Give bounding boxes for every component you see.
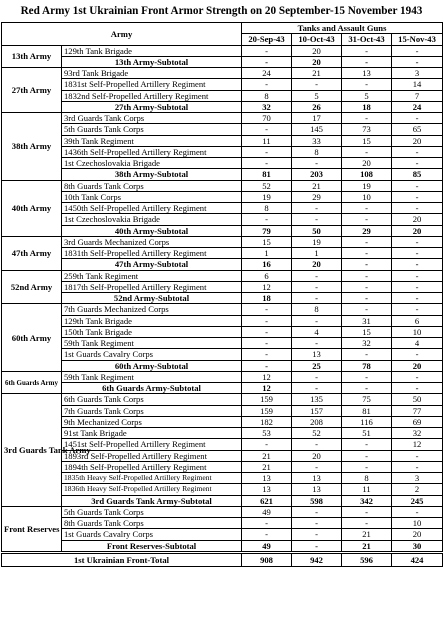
strength-value: 17 (292, 113, 342, 124)
strength-value: 6 (242, 270, 292, 281)
unit-row (2, 203, 443, 214)
subtotal-label: Front Reserves-Subtotal (62, 540, 242, 552)
unit-row (2, 484, 443, 495)
subtotal-label: 13th Army-Subtotal (62, 56, 242, 67)
unit-name: 59th Tank Regiment (62, 338, 242, 349)
strength-value: - (292, 338, 342, 349)
strength-value: 50 (392, 394, 443, 405)
army-name: 47th Army (2, 236, 62, 270)
strength-value: 13 (342, 68, 392, 79)
unit-name: 129th Tank Brigade (62, 45, 242, 56)
unit-name: 1831th Self-Propelled Artillery Regiment (62, 248, 242, 259)
unit-name: 1450th Self-Propelled Artillery Regiment (62, 203, 242, 214)
strength-value: 20 (292, 450, 342, 461)
unit-row (2, 506, 443, 517)
unit-name: 3rd Guards Mechanized Corps (62, 236, 242, 247)
strength-value: 31 (342, 315, 392, 326)
strength-value: 13 (292, 473, 342, 484)
subtotal-value: 18 (242, 293, 292, 304)
strength-value: 32 (342, 338, 392, 349)
total-value: 942 (292, 552, 342, 566)
subtotal-value: - (342, 293, 392, 304)
strength-value: 53 (242, 428, 292, 439)
unit-row (2, 439, 443, 450)
strength-value: 29 (292, 191, 342, 202)
subtotal-value: - (242, 360, 292, 371)
total-value: 908 (242, 552, 292, 566)
strength-value: - (392, 203, 443, 214)
strength-value: 13 (242, 473, 292, 484)
strength-value: 8 (342, 473, 392, 484)
strength-value: - (392, 113, 443, 124)
strength-value: - (392, 450, 443, 461)
unit-name: 259th Tank Regiment (62, 270, 242, 281)
strength-value: - (342, 248, 392, 259)
unit-row (2, 281, 443, 292)
unit-name: 8th Guards Tank Corps (62, 518, 242, 529)
strength-value: 20 (392, 214, 443, 225)
strength-value: - (342, 203, 392, 214)
page-title: Red Army 1st Ukrainian Front Armor Strength on 20 September-15 November 1943 (20, 5, 423, 17)
strength-value: 13 (292, 349, 342, 360)
subtotal-label: 40th Army-Subtotal (62, 225, 242, 236)
strength-value: - (292, 158, 342, 169)
unit-row (2, 146, 443, 157)
subtotal-value: 78 (342, 360, 392, 371)
subtotal-row (2, 56, 443, 67)
subtotal-value: - (342, 383, 392, 394)
strength-value: 2 (392, 484, 443, 495)
strength-value: - (392, 349, 443, 360)
subtotal-row (2, 259, 443, 270)
strength-value: - (292, 315, 342, 326)
strength-value: 157 (292, 405, 342, 416)
strength-value: 11 (242, 135, 292, 146)
unit-name: 93rd Tank Brigade (62, 68, 242, 79)
unit-name: 1st Czechoslovakia Brigade (62, 214, 242, 225)
unit-row (2, 428, 443, 439)
strength-value: - (242, 338, 292, 349)
army-name: 13th Army (2, 45, 62, 68)
unit-name: 91st Tank Brigade (62, 428, 242, 439)
unit-row (2, 90, 443, 101)
unit-name: 1893rd Self-Propelled Artillery Regiment (62, 450, 242, 461)
strength-value: 14 (392, 79, 443, 90)
tanks-group-header: Tanks and Assault Guns (242, 23, 443, 34)
strength-value: - (242, 529, 292, 540)
subtotal-value: - (342, 259, 392, 270)
strength-value: - (392, 270, 443, 281)
strength-value: - (242, 158, 292, 169)
strength-value: 20 (342, 158, 392, 169)
subtotal-label: 6th Guards Army-Subtotal (62, 383, 242, 394)
strength-value: - (242, 326, 292, 337)
strength-value: 13 (242, 484, 292, 495)
header-row-1 (2, 23, 443, 34)
unit-name: 9th Mechanized Corps (62, 416, 242, 427)
strength-value: - (342, 439, 392, 450)
strength-value: - (392, 248, 443, 259)
subtotal-row (2, 383, 443, 394)
unit-name: 1436th Self-Propelled Artillery Regiment (62, 146, 242, 157)
subtotal-row (2, 495, 443, 506)
strength-value: - (342, 461, 392, 472)
strength-value: 15 (242, 236, 292, 247)
unit-row (2, 461, 443, 472)
subtotal-label: 52nd Army-Subtotal (62, 293, 242, 304)
strength-value: - (392, 146, 443, 157)
subtotal-value: 16 (242, 259, 292, 270)
strength-value: - (392, 304, 443, 315)
unit-row (2, 113, 443, 124)
unit-row (2, 124, 443, 135)
strength-value: - (342, 79, 392, 90)
strength-value: 6 (392, 315, 443, 326)
unit-row (2, 68, 443, 79)
strength-value: 182 (242, 416, 292, 427)
unit-name: 129th Tank Brigade (62, 315, 242, 326)
strength-value: 21 (242, 461, 292, 472)
strength-value: 15 (342, 326, 392, 337)
strength-value: - (292, 518, 342, 529)
unit-name: 1835th Heavy Self-Propelled Artillery Regiment (62, 473, 242, 484)
subtotal-value: - (392, 56, 443, 67)
subtotal-value: 24 (392, 101, 443, 112)
strength-value: 12 (242, 281, 292, 292)
strength-value: - (392, 180, 443, 191)
strength-value: - (342, 371, 392, 382)
army-name: 27th Army (2, 68, 62, 113)
unit-name: 1894th Self-Propelled Artillery Regiment (62, 461, 242, 472)
total-row (2, 552, 443, 566)
subtotal-value: 21 (342, 540, 392, 552)
army-name: 60th Army (2, 304, 62, 372)
subtotal-value: 25 (292, 360, 342, 371)
strength-value: 8 (242, 90, 292, 101)
strength-value: 20 (392, 529, 443, 540)
strength-value: - (292, 203, 342, 214)
unit-row (2, 416, 443, 427)
strength-value: 4 (392, 338, 443, 349)
unit-name: 150th Tank Brigade (62, 326, 242, 337)
strength-value: 5 (342, 90, 392, 101)
unit-row (2, 349, 443, 360)
strength-value: - (242, 439, 292, 450)
strength-value: 15 (342, 135, 392, 146)
strength-value: - (342, 236, 392, 247)
strength-value: 12 (392, 439, 443, 450)
subtotal-value: 50 (292, 225, 342, 236)
subtotal-value: - (392, 383, 443, 394)
subtotal-value: 20 (292, 56, 342, 67)
strength-value: - (292, 214, 342, 225)
strength-value: - (242, 349, 292, 360)
strength-value: - (342, 506, 392, 517)
subtotal-value: 30 (392, 540, 443, 552)
unit-name: 3rd Guards Tank Corps (62, 113, 242, 124)
subtotal-label: 47th Army-Subtotal (62, 259, 242, 270)
strength-value: - (242, 214, 292, 225)
strength-value: - (392, 506, 443, 517)
strength-value: 33 (292, 135, 342, 146)
subtotal-row (2, 225, 443, 236)
subtotal-row (2, 169, 443, 180)
strength-value: 69 (392, 416, 443, 427)
unit-name: 1817th Self-Propelled Artillery Regiment (62, 281, 242, 292)
subtotal-value: - (292, 293, 342, 304)
subtotal-value: - (392, 259, 443, 270)
unit-row (2, 338, 443, 349)
subtotal-value: 85 (392, 169, 443, 180)
subtotal-value: 20 (392, 360, 443, 371)
unit-name: 7th Guards Tank Corps (62, 405, 242, 416)
date-column-header: 15-Nov-43 (392, 34, 443, 45)
strength-value: - (242, 45, 292, 56)
strength-value: - (292, 79, 342, 90)
strength-value: - (292, 371, 342, 382)
unit-row (2, 270, 443, 281)
subtotal-value: 18 (342, 101, 392, 112)
army-name: 38th Army (2, 113, 62, 181)
unit-row (2, 371, 443, 382)
strength-value: 19 (292, 236, 342, 247)
subtotal-value: - (292, 540, 342, 552)
subtotal-value: 621 (242, 495, 292, 506)
unit-name: 5th Guards Tank Corps (62, 124, 242, 135)
subtotal-value: 20 (292, 259, 342, 270)
army-name: 3rd Guards Tank Army (2, 394, 62, 507)
strength-value: 21 (342, 529, 392, 540)
strength-value: - (392, 371, 443, 382)
subtotal-value: 12 (242, 383, 292, 394)
strength-value: 73 (342, 124, 392, 135)
strength-value: - (342, 113, 392, 124)
strength-value: - (242, 146, 292, 157)
army-name: 6th Guards Army (2, 371, 62, 394)
unit-row (2, 394, 443, 405)
strength-value: 65 (392, 124, 443, 135)
unit-row (2, 135, 443, 146)
unit-name: 1836th Heavy Self-Propelled Artillery Regiment (62, 484, 242, 495)
strength-value: 159 (242, 394, 292, 405)
strength-value: - (342, 518, 392, 529)
strength-value: 21 (292, 68, 342, 79)
unit-name: 1832nd Self-Propelled Artillery Regiment (62, 90, 242, 101)
strength-value: - (342, 450, 392, 461)
strength-value: 21 (242, 450, 292, 461)
strength-value: 19 (242, 191, 292, 202)
strength-value: - (292, 439, 342, 450)
strength-value: 24 (242, 68, 292, 79)
unit-name: 5th Guards Tank Corps (62, 506, 242, 517)
subtotal-value: 203 (292, 169, 342, 180)
strength-value: - (342, 270, 392, 281)
unit-row (2, 304, 443, 315)
unit-name: 39th Tank Regiment (62, 135, 242, 146)
unit-row (2, 315, 443, 326)
strength-value: 3 (392, 68, 443, 79)
unit-name: 7th Guards Mechanized Corps (62, 304, 242, 315)
strength-value: - (392, 45, 443, 56)
strength-value: 10 (342, 191, 392, 202)
unit-row (2, 191, 443, 202)
strength-value: - (392, 461, 443, 472)
strength-value: - (342, 45, 392, 56)
strength-value: 159 (242, 405, 292, 416)
strength-value: 13 (292, 484, 342, 495)
strength-value: 8 (242, 203, 292, 214)
strength-value: 4 (292, 326, 342, 337)
subtotal-value: 342 (342, 495, 392, 506)
strength-value: 145 (292, 124, 342, 135)
strength-value: - (342, 146, 392, 157)
army-column-header: Army (2, 23, 242, 46)
strength-value: 49 (242, 506, 292, 517)
unit-name: 59th Tank Regiment (62, 371, 242, 382)
unit-row (2, 405, 443, 416)
subtotal-row (2, 540, 443, 552)
army-name: 40th Army (2, 180, 62, 236)
strength-value: 20 (392, 135, 443, 146)
strength-value: 77 (392, 405, 443, 416)
strength-value: 3 (392, 473, 443, 484)
strength-value: - (392, 191, 443, 202)
strength-value: 116 (342, 416, 392, 427)
strength-value: - (392, 158, 443, 169)
strength-value: - (342, 281, 392, 292)
strength-value: - (292, 461, 342, 472)
subtotal-value: 49 (242, 540, 292, 552)
unit-name: 1831st Self-Propelled Artillery Regiment (62, 79, 242, 90)
strength-value: - (392, 236, 443, 247)
subtotal-label: 3rd Guards Tank Army-Subtotal (62, 495, 242, 506)
strength-value: - (292, 506, 342, 517)
subtotal-value: 29 (342, 225, 392, 236)
total-label: 1st Ukrainian Front-Total (2, 552, 242, 566)
subtotal-value: - (292, 383, 342, 394)
armor-strength-table (1, 22, 443, 567)
strength-value: 32 (392, 428, 443, 439)
strength-value: 5 (292, 90, 342, 101)
total-value: 596 (342, 552, 392, 566)
strength-value: 75 (342, 394, 392, 405)
unit-name: 1st Czechoslovakia Brigade (62, 158, 242, 169)
strength-value: 10 (392, 518, 443, 529)
total-value: 424 (392, 552, 443, 566)
date-column-header: 31-Oct-43 (342, 34, 392, 45)
strength-value: 11 (342, 484, 392, 495)
unit-row (2, 214, 443, 225)
unit-row (2, 158, 443, 169)
strength-value: - (242, 315, 292, 326)
strength-value: - (342, 214, 392, 225)
unit-row (2, 79, 443, 90)
subtotal-value: - (242, 56, 292, 67)
strength-value: 8 (292, 146, 342, 157)
unit-row (2, 529, 443, 540)
strength-value: - (242, 124, 292, 135)
strength-value: 1 (292, 248, 342, 259)
strength-value: 208 (292, 416, 342, 427)
strength-value: - (392, 281, 443, 292)
strength-value: 8 (292, 304, 342, 315)
subtotal-value: 26 (292, 101, 342, 112)
subtotal-row (2, 360, 443, 371)
army-name: 52nd Army (2, 270, 62, 304)
subtotal-value: 79 (242, 225, 292, 236)
strength-value: - (292, 281, 342, 292)
unit-name: 1451st Self-Propelled Artillery Regiment (62, 439, 242, 450)
strength-value: - (242, 79, 292, 90)
subtotal-row (2, 101, 443, 112)
unit-row (2, 473, 443, 484)
unit-name: 10th Tank Corps (62, 191, 242, 202)
unit-name: 8th Guards Tank Corps (62, 180, 242, 191)
subtotal-value: - (342, 56, 392, 67)
unit-row (2, 326, 443, 337)
subtotal-value: 81 (242, 169, 292, 180)
subtotal-label: 38th Army-Subtotal (62, 169, 242, 180)
unit-row (2, 248, 443, 259)
date-column-header: 10-Oct-43 (292, 34, 342, 45)
unit-row (2, 180, 443, 191)
strength-value: - (292, 529, 342, 540)
unit-row (2, 450, 443, 461)
strength-value: 20 (292, 45, 342, 56)
subtotal-value: 108 (342, 169, 392, 180)
subtotal-label: 27th Army-Subtotal (62, 101, 242, 112)
strength-value: 51 (342, 428, 392, 439)
subtotal-value: 245 (392, 495, 443, 506)
strength-value: 10 (392, 326, 443, 337)
strength-value: - (292, 270, 342, 281)
strength-value: 135 (292, 394, 342, 405)
strength-value: 19 (342, 180, 392, 191)
subtotal-label: 60th Army-Subtotal (62, 360, 242, 371)
subtotal-row (2, 293, 443, 304)
strength-value: 7 (392, 90, 443, 101)
subtotal-value: 32 (242, 101, 292, 112)
date-column-header: 20-Sep-43 (242, 34, 292, 45)
unit-row (2, 236, 443, 247)
unit-row (2, 518, 443, 529)
unit-name: 1st Guards Cavalry Corps (62, 529, 242, 540)
strength-value: 81 (342, 405, 392, 416)
unit-name: 6th Guards Tank Corps (62, 394, 242, 405)
subtotal-value: - (392, 293, 443, 304)
army-name: Front Reserves (2, 506, 62, 552)
strength-value: 52 (242, 180, 292, 191)
strength-value: 70 (242, 113, 292, 124)
strength-value: 21 (292, 180, 342, 191)
strength-value: 52 (292, 428, 342, 439)
strength-value: - (342, 304, 392, 315)
strength-value: - (242, 518, 292, 529)
subtotal-value: 20 (392, 225, 443, 236)
strength-value: 1 (242, 248, 292, 259)
strength-value: - (242, 304, 292, 315)
unit-name: 1st Guards Cavalry Corps (62, 349, 242, 360)
strength-value: 12 (242, 371, 292, 382)
strength-value: - (342, 349, 392, 360)
subtotal-value: 598 (292, 495, 342, 506)
unit-row (2, 45, 443, 56)
